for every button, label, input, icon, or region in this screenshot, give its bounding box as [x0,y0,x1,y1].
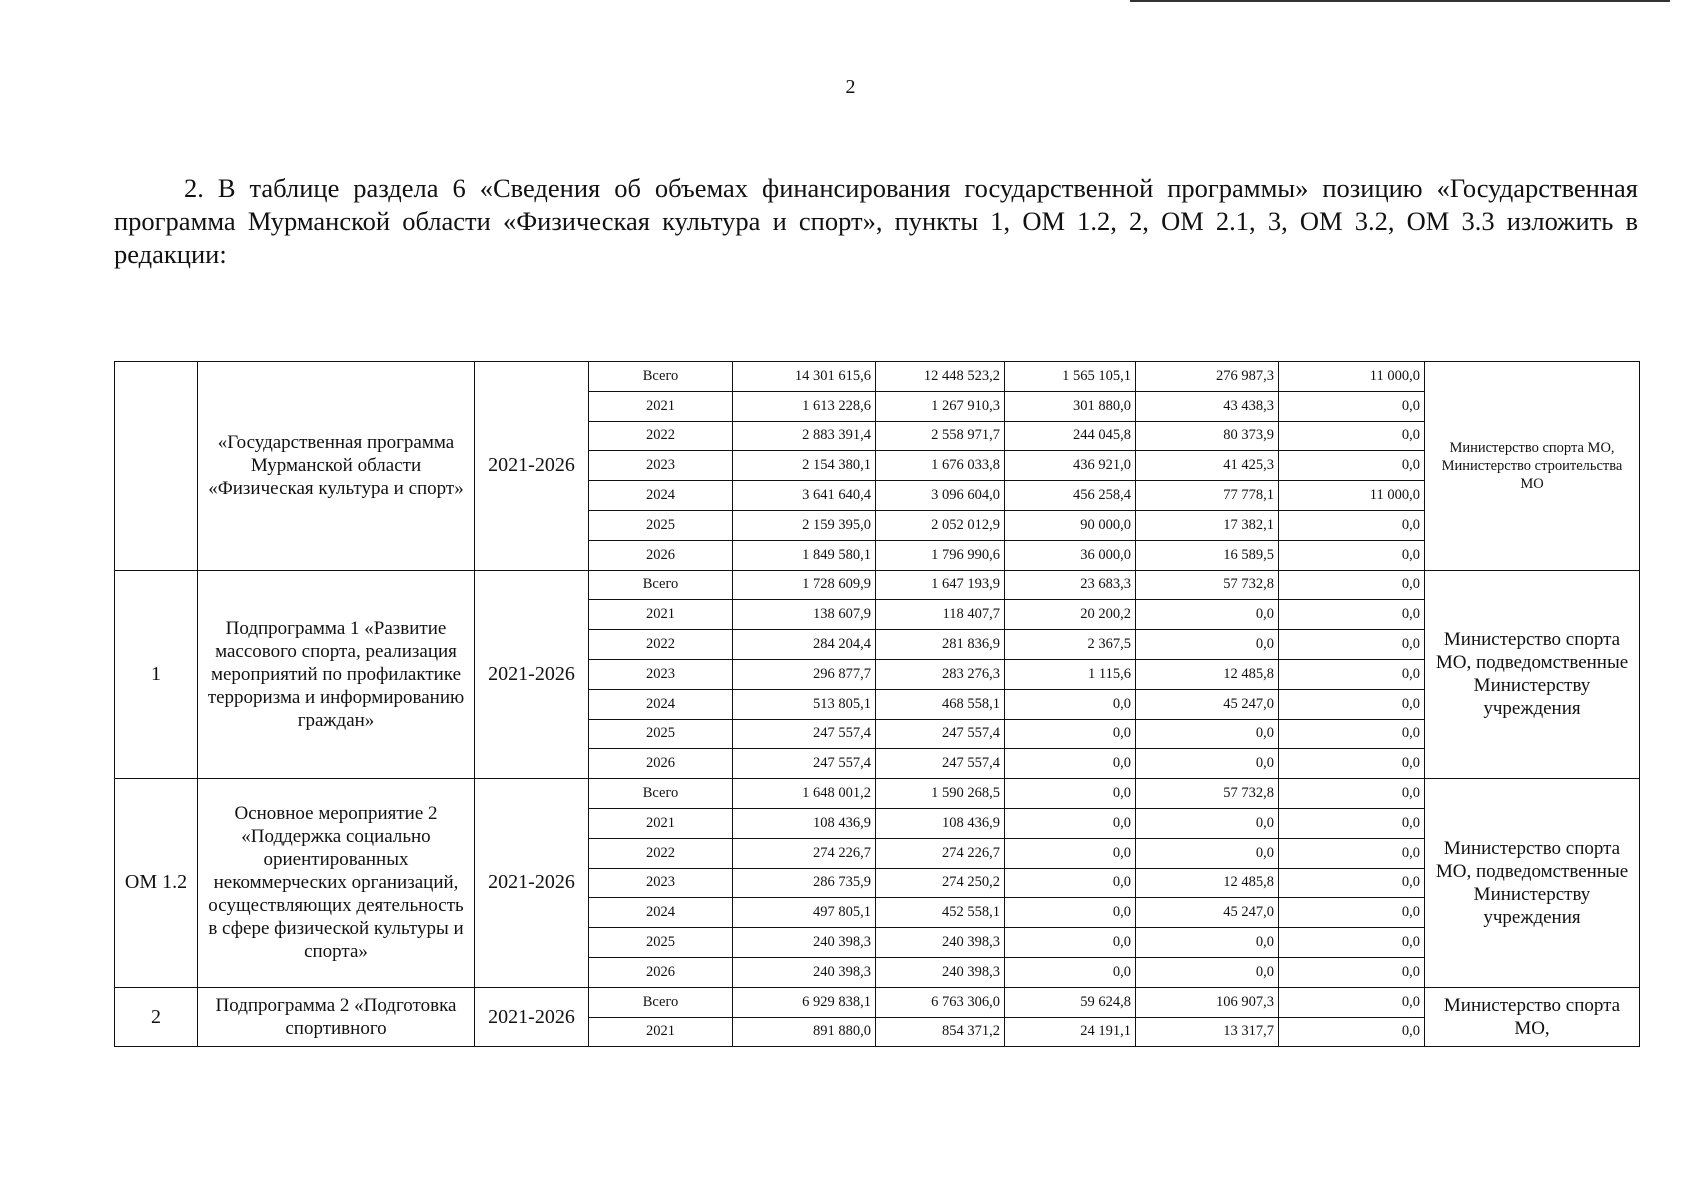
total-cell: 1 613 228,6 [733,391,876,421]
funding-cell: 0,0 [1279,659,1425,689]
scan-edge-line [1130,0,1670,2]
total-cell: 1 849 580,1 [733,540,876,570]
total-cell: 247 557,4 [733,719,876,749]
funding-cell: 118 407,7 [876,600,1005,630]
funding-cell: 57 732,8 [1136,570,1279,600]
funding-cell: 0,0 [1279,808,1425,838]
funding-cell: 0,0 [1005,957,1136,987]
funding-cell: 0,0 [1136,808,1279,838]
position-name: Подпрограмма 1 «Развитие массового спорта, реализация мероприятий по профилактике терроризма и информированию граждан» [198,570,475,779]
year-cell: 2026 [589,957,733,987]
funding-cell: 0,0 [1279,868,1425,898]
total-cell: 3 641 640,4 [733,481,876,511]
funding-cell: 0,0 [1005,808,1136,838]
year-cell: 2021 [589,600,733,630]
funding-cell: 2 367,5 [1005,630,1136,660]
funding-cell: 36 000,0 [1005,540,1136,570]
total-cell: 240 398,3 [733,957,876,987]
funding-cell: 0,0 [1005,838,1136,868]
funding-cell: 45 247,0 [1136,898,1279,928]
position-period: 2021-2026 [475,987,589,1047]
position-period: 2021-2026 [475,779,589,988]
funding-cell: 59 624,8 [1005,987,1136,1017]
position-index: 1 [115,570,198,779]
funding-cell: 0,0 [1279,689,1425,719]
funding-cell: 0,0 [1279,898,1425,928]
responsible-executor: Министерство спорта МО, подведомственные Министерству учреждения [1425,779,1640,988]
funding-cell: 274 250,2 [876,868,1005,898]
year-cell: 2024 [589,689,733,719]
funding-cell: 0,0 [1279,630,1425,660]
total-cell: 497 805,1 [733,898,876,928]
position-period: 2021-2026 [475,362,589,571]
table-row [115,779,1640,809]
funding-cell: 2 052 012,9 [876,510,1005,540]
funding-cell: 281 836,9 [876,630,1005,660]
year-cell: Всего [589,987,733,1017]
funding-cell: 11 000,0 [1279,362,1425,392]
funding-cell: 854 371,2 [876,1017,1005,1047]
funding-cell: 0,0 [1279,391,1425,421]
funding-cell: 0,0 [1005,868,1136,898]
total-cell: 2 154 380,1 [733,451,876,481]
year-cell: 2025 [589,510,733,540]
funding-cell: 0,0 [1136,928,1279,958]
total-cell: 1 648 001,2 [733,779,876,809]
total-cell: 284 204,4 [733,630,876,660]
funding-cell: 1 796 990,6 [876,540,1005,570]
intro-paragraph: 2. В таблице раздела 6 «Сведения об объемах финансирования государственной программы» позицию «Государственная программа Мурманской области «Физическая культура и спорт», пункты 1, ОМ 1.2, 2, ОМ 2.1, 3, ОМ 3.2, ОМ 3.3 изложить в редакции: [114,173,1638,269]
position-index: ОМ 1.2 [115,779,198,988]
funding-cell: 57 732,8 [1136,779,1279,809]
position-name: Подпрограмма 2 «Подготовка спортивного [198,987,475,1047]
funding-cell: 1 647 193,9 [876,570,1005,600]
year-cell: 2022 [589,630,733,660]
funding-cell: 247 557,4 [876,749,1005,779]
funding-cell: 0,0 [1279,749,1425,779]
funding-cell: 0,0 [1279,451,1425,481]
funding-cell: 0,0 [1136,719,1279,749]
table-row [115,362,1640,392]
year-cell: Всего [589,570,733,600]
total-cell: 6 929 838,1 [733,987,876,1017]
funding-cell: 1 565 105,1 [1005,362,1136,392]
funding-cell: 45 247,0 [1136,689,1279,719]
responsible-executor: Министерство спорта МО, [1425,987,1640,1047]
funding-cell: 0,0 [1279,957,1425,987]
position-index [115,362,198,571]
funding-cell: 1 115,6 [1005,659,1136,689]
funding-cell: 13 317,7 [1136,1017,1279,1047]
funding-cell: 90 000,0 [1005,510,1136,540]
table-row [115,570,1640,600]
position-name: «Государственная программа Мурманской области «Физическая культура и спорт» [198,362,475,571]
year-cell: 2025 [589,928,733,958]
funding-cell: 0,0 [1136,630,1279,660]
position-period: 2021-2026 [475,570,589,779]
funding-cell: 283 276,3 [876,659,1005,689]
table-row [115,987,1640,1017]
funding-cell: 0,0 [1005,779,1136,809]
page-number: 2 [845,76,856,98]
funding-cell: 12 485,8 [1136,868,1279,898]
funding-cell: 0,0 [1005,898,1136,928]
responsible-executor: Министерство спорта МО, Министерство строительства МО [1425,362,1640,571]
total-cell: 286 735,9 [733,868,876,898]
funding-cell: 77 778,1 [1136,481,1279,511]
year-cell: 2024 [589,898,733,928]
funding-cell: 1 676 033,8 [876,451,1005,481]
funding-cell: 0,0 [1279,779,1425,809]
funding-cell: 0,0 [1279,987,1425,1017]
funding-cell: 11 000,0 [1279,481,1425,511]
total-cell: 1 728 609,9 [733,570,876,600]
total-cell: 14 301 615,6 [733,362,876,392]
year-cell: 2026 [589,749,733,779]
funding-cell: 244 045,8 [1005,421,1136,451]
financing-table [114,361,1640,1047]
funding-cell: 1 267 910,3 [876,391,1005,421]
funding-cell: 17 382,1 [1136,510,1279,540]
funding-cell: 41 425,3 [1136,451,1279,481]
funding-cell: 0,0 [1279,928,1425,958]
funding-cell: 0,0 [1279,719,1425,749]
funding-cell: 436 921,0 [1005,451,1136,481]
funding-cell: 0,0 [1279,421,1425,451]
year-cell: Всего [589,362,733,392]
financing-table-body [115,362,1640,1047]
funding-cell: 0,0 [1005,719,1136,749]
total-cell: 138 607,9 [733,600,876,630]
funding-cell: 0,0 [1005,749,1136,779]
funding-cell: 12 448 523,2 [876,362,1005,392]
funding-cell: 240 398,3 [876,928,1005,958]
year-cell: 2021 [589,808,733,838]
funding-cell: 0,0 [1279,600,1425,630]
funding-cell: 468 558,1 [876,689,1005,719]
year-cell: 2022 [589,838,733,868]
position-name: Основное мероприятие 2 «Поддержка социально ориентированных некоммерческих организаций, осуществляющих деятельность в сфере физической культуры и спорта» [198,779,475,988]
funding-cell: 301 880,0 [1005,391,1136,421]
funding-cell: 108 436,9 [876,808,1005,838]
funding-cell: 43 438,3 [1136,391,1279,421]
responsible-executor: Министерство спорта МО, подведомственные Министерству учреждения [1425,570,1640,779]
funding-cell: 0,0 [1005,928,1136,958]
year-cell: Всего [589,779,733,809]
year-cell: 2023 [589,659,733,689]
funding-cell: 106 907,3 [1136,987,1279,1017]
funding-cell: 0,0 [1279,838,1425,868]
funding-cell: 12 485,8 [1136,659,1279,689]
funding-cell: 6 763 306,0 [876,987,1005,1017]
total-cell: 274 226,7 [733,838,876,868]
funding-cell: 456 258,4 [1005,481,1136,511]
funding-cell: 80 373,9 [1136,421,1279,451]
funding-cell: 274 226,7 [876,838,1005,868]
year-cell: 2025 [589,719,733,749]
funding-cell: 0,0 [1136,600,1279,630]
funding-cell: 0,0 [1136,957,1279,987]
total-cell: 2 883 391,4 [733,421,876,451]
funding-cell: 24 191,1 [1005,1017,1136,1047]
total-cell: 296 877,7 [733,659,876,689]
year-cell: 2021 [589,1017,733,1047]
year-cell: 2021 [589,391,733,421]
funding-cell: 452 558,1 [876,898,1005,928]
year-cell: 2023 [589,451,733,481]
funding-cell: 20 200,2 [1005,600,1136,630]
year-cell: 2022 [589,421,733,451]
year-cell: 2026 [589,540,733,570]
total-cell: 247 557,4 [733,749,876,779]
funding-cell: 247 557,4 [876,719,1005,749]
funding-cell: 240 398,3 [876,957,1005,987]
funding-cell: 0,0 [1279,510,1425,540]
funding-cell: 23 683,3 [1005,570,1136,600]
year-cell: 2023 [589,868,733,898]
funding-cell: 2 558 971,7 [876,421,1005,451]
year-cell: 2024 [589,481,733,511]
funding-cell: 0,0 [1279,540,1425,570]
funding-cell: 0,0 [1136,749,1279,779]
funding-cell: 16 589,5 [1136,540,1279,570]
total-cell: 240 398,3 [733,928,876,958]
total-cell: 891 880,0 [733,1017,876,1047]
funding-cell: 0,0 [1005,689,1136,719]
position-index: 2 [115,987,198,1047]
funding-cell: 0,0 [1279,570,1425,600]
total-cell: 2 159 395,0 [733,510,876,540]
funding-cell: 0,0 [1136,838,1279,868]
funding-cell: 0,0 [1279,1017,1425,1047]
total-cell: 513 805,1 [733,689,876,719]
total-cell: 108 436,9 [733,808,876,838]
funding-cell: 276 987,3 [1136,362,1279,392]
funding-cell: 3 096 604,0 [876,481,1005,511]
funding-cell: 1 590 268,5 [876,779,1005,809]
